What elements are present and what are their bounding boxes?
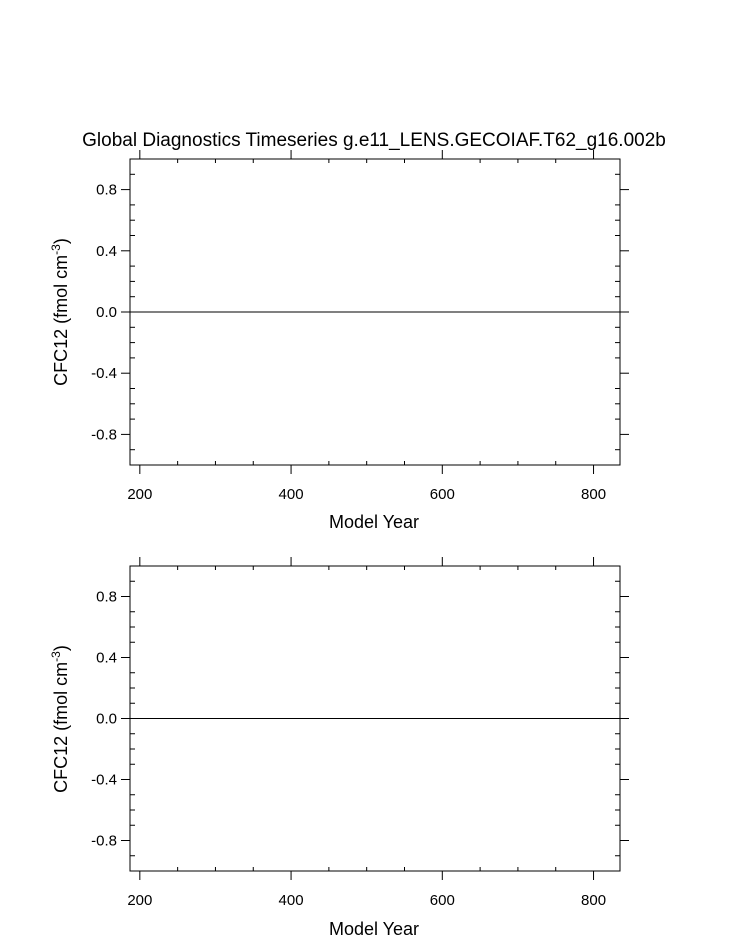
y-axis-label-close: ) — [51, 645, 71, 652]
xtick-labels — [127, 486, 606, 503]
chart-panel-2 — [49, 557, 629, 939]
ytick-labels — [91, 589, 117, 850]
y-axis-label-exponent: -3 — [49, 651, 63, 662]
ytick-label: 0.4 — [96, 242, 117, 260]
ytick-label: 0.8 — [96, 181, 117, 199]
xtick-label: 200 — [127, 486, 153, 503]
x-axis-label: Model Year — [328, 512, 420, 532]
xtick-label: 800 — [581, 892, 607, 909]
xtick-label: 400 — [278, 486, 304, 503]
ytick-label: -0.4 — [91, 365, 117, 383]
ytick-label: 0.0 — [96, 304, 117, 321]
ytick-label: -0.8 — [91, 426, 117, 444]
y-axis-label-text: CFC12 (fmol cm — [51, 254, 71, 386]
chart-title: Global Diagnostics Timeseries g.e11_LENS.GECOIAF.T62_g16.002b — [82, 130, 666, 151]
ytick-label: -0.4 — [91, 771, 117, 789]
y-axis-label — [49, 238, 71, 386]
xtick-label: 400 — [278, 892, 304, 909]
xtick-label: 800 — [581, 486, 607, 503]
ytick-labels — [91, 182, 117, 444]
y-axis-label-text: CFC12 (fmol cm — [51, 661, 71, 793]
ytick-label: 0.8 — [96, 588, 117, 606]
y-axis-label — [49, 645, 71, 793]
xtick-label: 600 — [429, 892, 455, 909]
x-axis-label: Model Year — [328, 919, 420, 939]
xtick-label: 200 — [127, 892, 153, 909]
ytick-label: 0.0 — [96, 710, 117, 728]
chart-panel-1 — [49, 130, 666, 532]
xtick-labels — [127, 892, 606, 909]
ytick-label: 0.4 — [96, 649, 117, 667]
xtick-label: 600 — [429, 486, 455, 503]
ytick-label: -0.8 — [91, 832, 117, 850]
y-axis-label-exponent: -3 — [49, 244, 63, 255]
y-axis-label-close: ) — [51, 238, 71, 245]
